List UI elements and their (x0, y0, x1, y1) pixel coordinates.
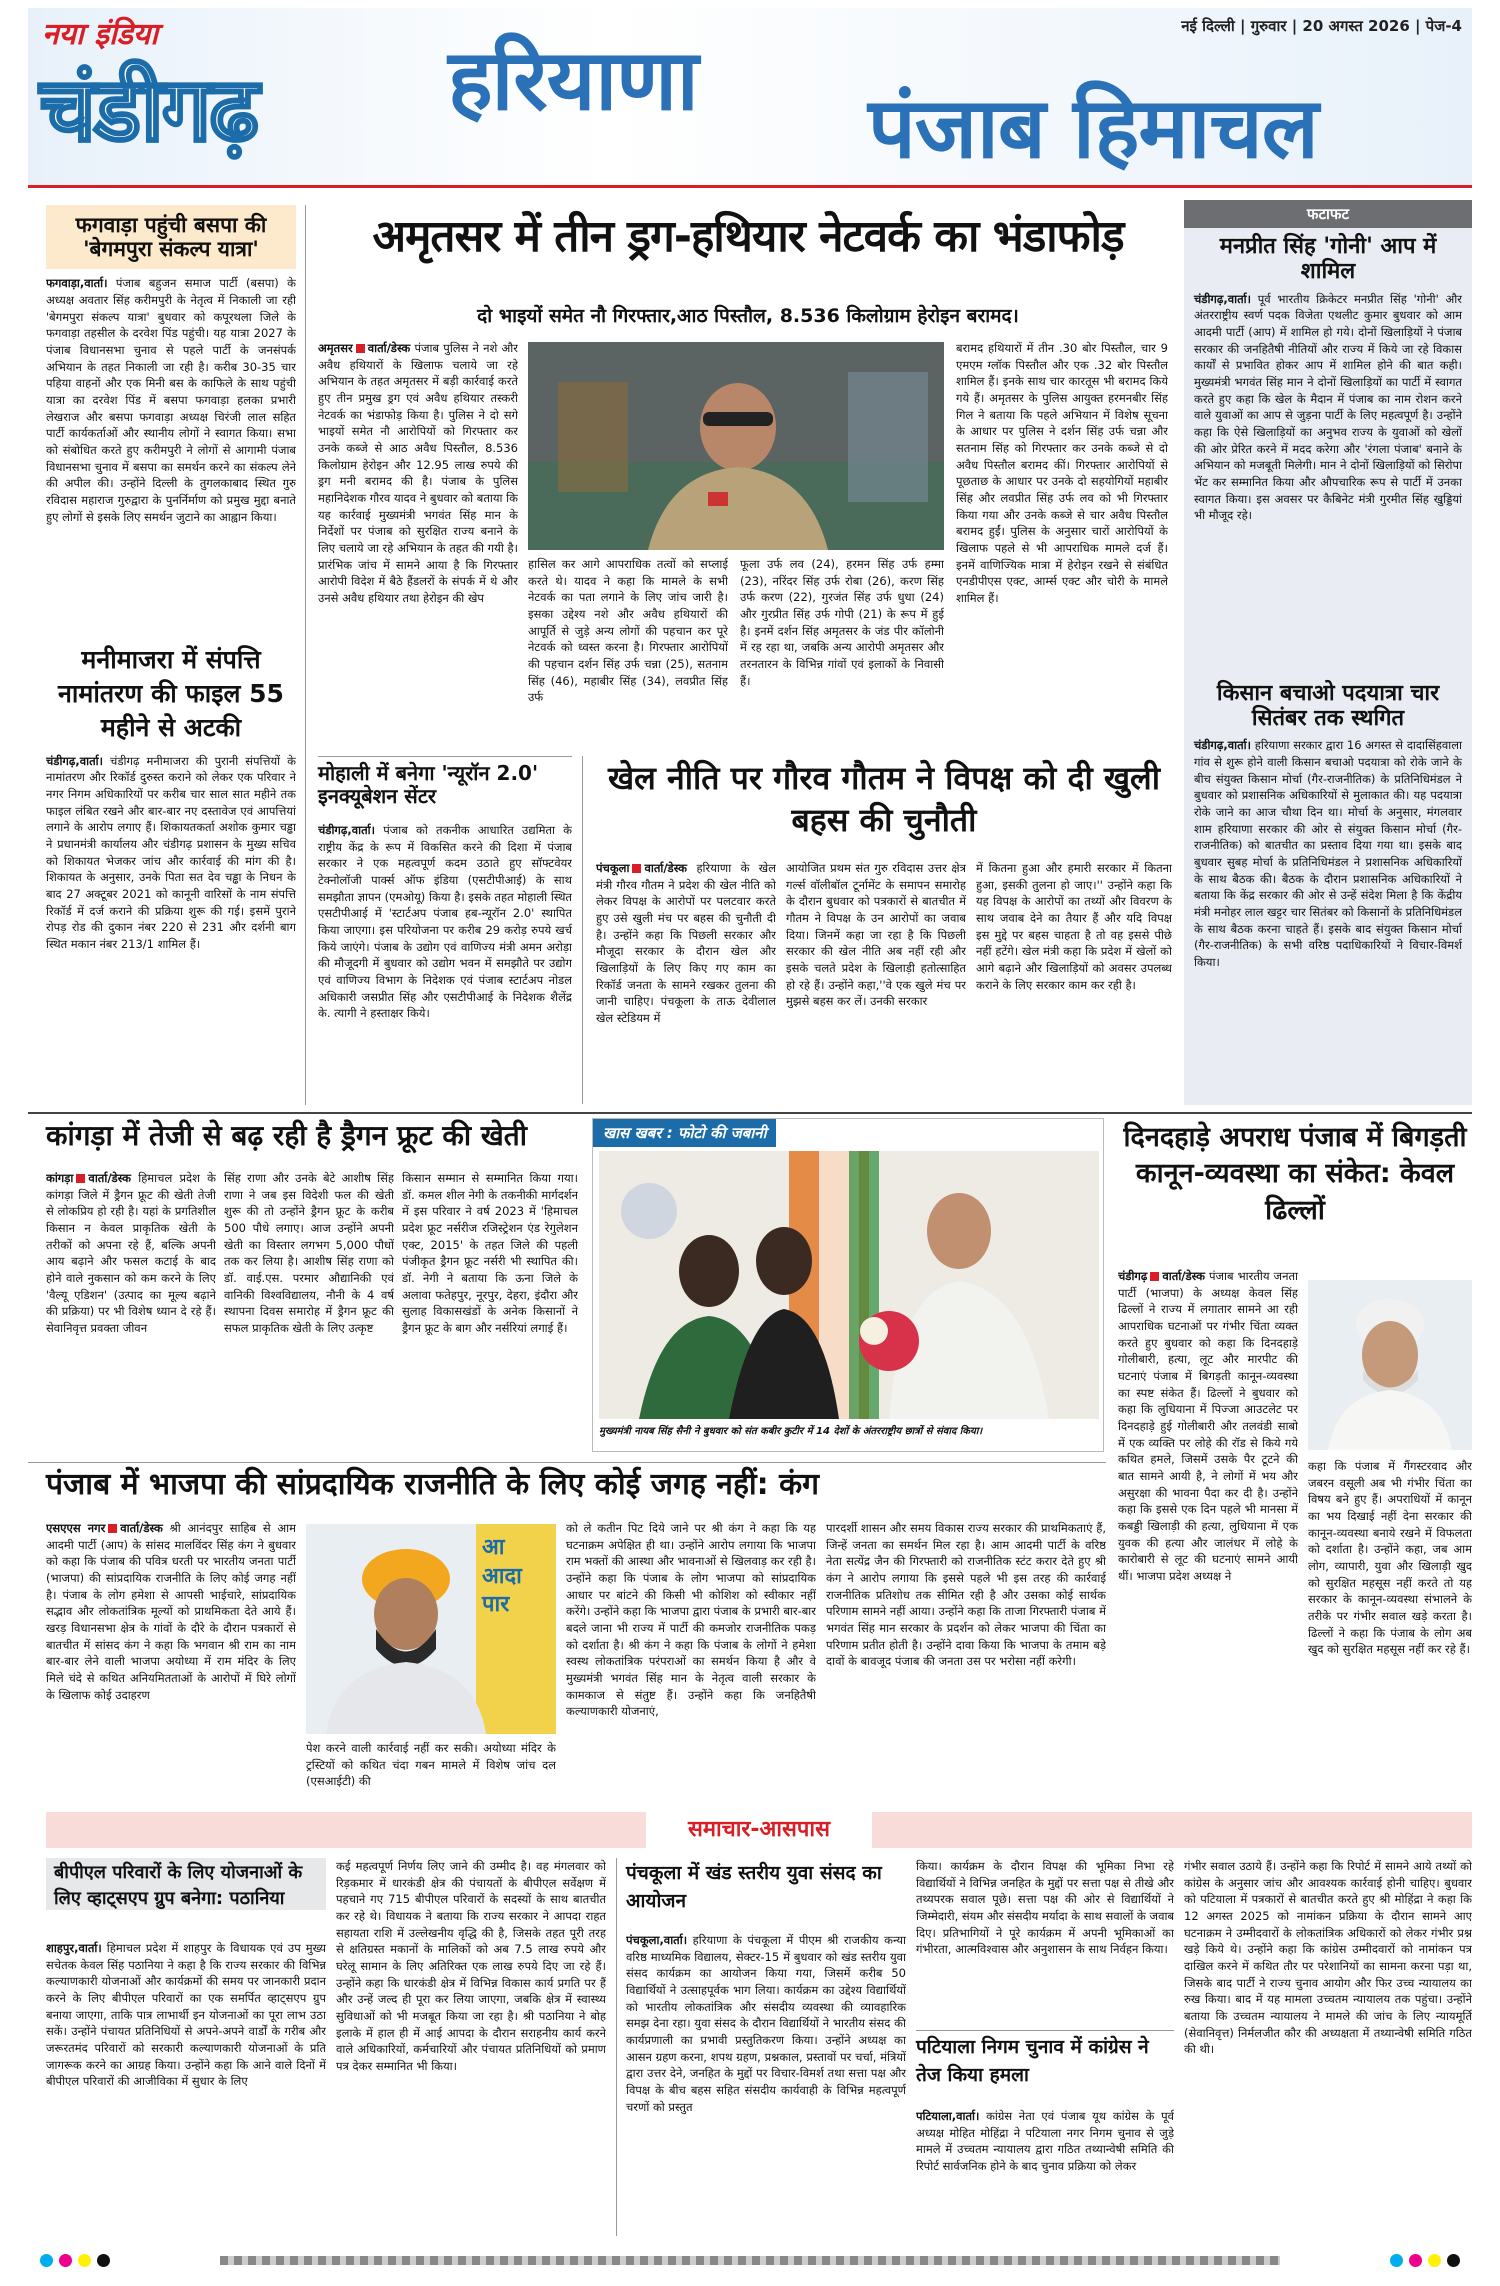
sports-col3: में कितना हुआ और हमारी सरकार में कितना हुआ, इसकी तुलना हो जाए।'' उन्होंने कहा कि यह विपक्ष के आरोपों का तथ्यों और विवरण के साथ जवाब देने का तैयार हैं और यदि विपक्ष इस मुद्दे पर बहस चाहता है तो वह इससे पीछे नहीं हटेंगे। खेल मंत्री कहा कि प्रदेश में खेलों को आगे बढ़ाने और खिलाड़ियों को अवसर उपलब्ध कराने के लिए सरकार काम कर रही है। (976, 861, 1172, 992)
whatsapp-dateline: शाहपुर,वार्ता। (46, 1941, 102, 1955)
banner-punjab-himachal: पंजाब हिमाचल (868, 79, 1318, 177)
lead-subhead: दो भाइयों समेत नौ गिरफ्तार,आठ पिस्तौल, 8.536 किलोग्राम हेरोइन बरामद। (477, 305, 1019, 327)
crime-place: चंडीगढ़ (1118, 1269, 1148, 1283)
manimajra-body (46, 753, 296, 1083)
whatsapp-body-cont: कई महत्वपूर्ण निर्णय लिए जाने की उम्मीद है। वह मंगलवार को रिड़कमार में धारकंडी क्षेत्र की पंचायतों के बीपीएल सर्वेक्षण में पहचाने गए 715 बीपीएल परिवारों के सदस्यों के साथ बातचीत कर रहे थे। विधायक ने बताया कि राज्य सरकार ने आपदा राहत सहायता राशि में उल्लेखनीय वृद्धि की है, जिसके तहत पूरी तरह से क्षतिग्रस्त मकानों के मालिकों को अब 7.5 लाख रुपये और घरेलू सामान के लिए अतिरिक्त एक लाख रुपये दिए जा रहे हैं। उन्होंने कहा कि धारकंडी क्षेत्र में विभिन्न विकास कार्य प्रगति पर हैं और उन्हें जल्द ही पूरा कर लिया जाएगा, जबकि क्षेत्र में स्वास्थ्य सुविधाओं को भी मजबूत किया जा रहा है। श्री पठानिया ने बोह इलाके में हाल ही में आई आपदा के दौरान सराहनीय कार्य करने वाले अधिकारियों, कर्मचारियों और पंचायत प्रतिनिधियों को प्रमाण पत्र देकर सम्मानित भी किया। (336, 1859, 606, 2074)
photo-story (592, 1118, 1104, 1452)
sidebar-tab: फटाफट (1184, 200, 1472, 228)
gray-scale-bar (220, 2256, 1280, 2265)
photo-story-caption: मुख्यमंत्री नायब सिंह सैनी ने बुधवार को संत कबीर कुटीर में 14 देशों के अंतरराष्ट्रीय छात्रों से संवाद किया। (599, 1426, 983, 1437)
youth-parliament-body (626, 1932, 906, 2235)
youth-parliament-text: हरियाणा के पंचकूला में पीएम श्री राजकीय कन्या वरिष्ठ माध्यमिक विद्यालय, सेक्टर-15 में बुधवार को खंड स्तरीय युवा संसद कार्यक्रम का आयोजन किया गया, जिसमें करीब 50 विद्यार्थियों ने उत्साहपूर्वक भाग लिया। कार्यक्रम का उद्देश्य विद्यार्थियों को भारतीय लोकतांत्रिक और संसदीय व्यवस्था की व्यावहारिक समझ देना रहा। युवा संसद के दौरान विद्यार्थियों ने भारतीय संसद की कार्यप्रणाली का प्रभावी प्रस्तुतिकरण किया। उन्होंने अध्यक्ष का आसन ग्रहण करना, शपथ ग्रहण, प्रश्नकाल, प्रस्तावों पर चर्चा, मंत्रियों द्वारा उत्तर देने, जनहित के मुद्दों पर विचार-विमर्श तथा सत्ता पक्ष और विपक्ष के बीच बहस सहित संसदीय कार्यवाही के विभिन्न महत्वपूर्ण चरणों को प्रस्तुत (626, 1933, 906, 2114)
divider (305, 205, 306, 1105)
kang-banner-line-1: आ (482, 1535, 505, 1560)
gony-body (1184, 291, 1472, 671)
kang-agency: वार्ता/डेस्क (120, 1521, 163, 1535)
sports-agency: वार्ता/डेस्क (644, 861, 688, 875)
lead-agency: वार्ता/डेस्क (367, 341, 411, 355)
local-band (46, 1812, 1472, 1848)
patiala-body (916, 2108, 1174, 2235)
kang-photo (306, 1524, 556, 1734)
kang-banner-line-3: पार (482, 1592, 510, 1618)
crime-agency: वार्ता/डेस्क (1162, 1269, 1205, 1283)
kang-banner-line-2: आदा (482, 1563, 522, 1589)
red-square (1150, 1272, 1159, 1281)
red-square (108, 1524, 117, 1533)
red-square (632, 864, 641, 873)
dhillon-photo (1308, 1280, 1472, 1450)
divider (616, 1858, 617, 2236)
lead-col1-text: पंजाब पुलिस ने नशे और अवैध हथियारों के खिलाफ चलाये जा रहे अभियान के तहत अमृतसर में बड़ी कार्रवाई करते हुए तीन प्रमुख ड्रग एवं अवैध हथियार तस्करी नेटवर्क का भंडाफोड़ किया है। पुलिस ने दो सगे भाइयों समेत नौ आरोपियों को गिरफ्तार कर उनके कब्जे से आठ अवैध पिस्तौल, 8.536 किलोग्राम हेरोइन और 12.95 लाख रुपये की ड्रग मनी बरामद की है। पंजाब के पुलिस महानिदेशक गौरव यादव ने बुधवार को बताया कि यह कार्रवाई मुख्यमंत्री भगवंत सिंह मान के निर्देशों पर पंजाब को सुरक्षित राज्य बनाने के लिए चलाये जा रहे अभियान के तहत की गयी है। प्रारंभिक जांच में सामने आया है कि गिरफ्तार आरोपी विदेश में बैठे हैंडलरों के संपर्क में थे और उनसे अवैध हथियार तथा हेरोइन की खेप (318, 341, 518, 606)
crime-col1-text: पंजाब भारतीय जनता पार्टी (भाजपा) के अध्यक्ष केवल सिंह ढिल्लों ने राज्य में लगातार सामने आ रही आपराधिक घटनाओं पर गंभीर चिंता व्यक्त करते हुए बुधवार को कहा कि दिनदहाड़े गोलीबारी, हत्या, लूट और मारपीट की घटनाएं पंजाब में बिगड़ती कानून-व्यवस्था का स्पष्ट संकेत हैं। ढिल्लों ने बुधवार को कहा कि लुधियाना में पिज्जा आउटलेट पर दिनदहाड़े हुई गोलीबारी और तलवंडी साबो में एक व्यक्ति पर लोहे की रॉड से किये गये कथित हमले, जिसमें उसके पैर टूटने की बात सामने आयी है, ने लोगों में भय और असुरक्षा की भावना पैदा कर दी है। उन्होंने कहा कि इससे एक दिन पहले भी मानसा में कबड्डी खिलाड़ी की हत्या, लुधियाना में एक युवक की हत्या और जालंधर में लोहे के कारोबारी से लूट की घटनाएं सामने आयी थीं। भाजपा प्रदेश अध्यक्ष ने (1118, 1269, 1298, 1584)
kang-photo-caption: पेश करने वाली कार्रवाई नहीं कर सकी। अयोध्या मंदिर के ट्रस्टियों को कथित चंदा गबन मामले में विशेष जांच दल (एसआईटी) की (306, 1741, 556, 1789)
mohali-text: पंजाब को तकनीक आधारित उद्यमिता के राष्ट्रीय केंद्र के रूप में विकसित करने की दिशा में पंजाब सरकार ने एक महत्वपूर्ण कदम उठाते हुए सॉफ्टवेयर टेक्नोलॉजी पार्क्स ऑफ इंडिया (एसटीपीआई) के साथ समझौता ज्ञापन (एमओयू) किया है। इसके तहत मोहाली स्थित एसटीपीआई में 'स्टार्टअप पंजाब हब-न्यूरॉन 2.0' स्थापित किया जाएगा। इस परियोजना पर करीब 29 करोड़ रुपये खर्च किये जाएंगे। पंजाब के उद्योग एवं वाणिज्य मंत्री अमन अरोड़ा की मौजूदगी में बुधवार को उद्योग भवन में समझौते पर उद्योग एवं वाणिज्य विभाग के निदेशक एवं पंजाब स्टार्टअप नोडल अधिकारी जसप्रीत सिंह और एसटीपीआई के निदेशक शैलेंद्र के. त्यागी ने हस्ताक्षर किये। (318, 823, 572, 1021)
dgp-photo-drawing (528, 342, 944, 550)
masthead (28, 8, 1472, 188)
crime-headline: दिनदहाड़े अपराध पंजाब में बिगड़ती कानून-व्यवस्था का संकेत: केवल ढिल्लों (1123, 1122, 1467, 1226)
sports-col1-text: हरियाणा के खेल मंत्री गौरव गौतम ने प्रदेश की खेल नीति को लेकर विपक्ष के आरोपों पर पलटवार करते हुए उसे खुली मंच पर बहस की चुनौती दी है। उन्होंने कहा कि पिछली सरकार और मौजूदा सरकार के दौरान खेल और खिलाड़ियों के लिए किए गए काम का रिकॉर्ड जनता के सामने रखकर तुलना की जानी चाहिए। पंचकूला के ताऊ देवीलाल खेल स्टेडियम में (596, 861, 776, 1026)
dateline: नई दिल्ली | गुरुवार | 20 अगस्त 2026 | पेज-4 (1181, 17, 1462, 35)
left-column (46, 205, 296, 1105)
sports-col1 (596, 860, 776, 1104)
patiala-text: कांग्रेस नेता एवं पंजाब यूथ कांग्रेस के पूर्व अध्यक्ष मोहित मोहिंद्रा ने पटियाला नगर निगम चुनाव से जुड़े मामले में उच्चतम न्यायालय द्वारा गठित तथ्यान्वेषी समिति की रिपोर्ट सार्वजनिक होने के बाद चुनाव प्रक्रिया को लेकर (916, 2109, 1174, 2174)
kang-headline: पंजाब में भाजपा की सांप्रदायिक राजनीति के लिए कोई जगह नहीं: कंग (46, 1467, 820, 1502)
lead-col4: बरामद हथियारों में तीन .30 बोर पिस्तौल, चार 9 एमएम ग्लॉक पिस्तौल और एक .32 बोर पिस्तौल शामिल हैं। इनके साथ चार कारतूस भी बरामद किये गये हैं। अमृतसर के पुलिस आयुक्त हरमनबीर सिंह गिल ने बताया कि पहले अभियान में विशेष सूचना के आधार पर पुलिस ने दर्शन सिंह उर्फ चन्ना और सतनाम सिंह को गिरफ्तार कर उनके कब्जे से दो अवैध पिस्तौल बरामद कीं। गिरफ्तार आरोपियों से पूछताछ के आधार पर उनके दो सहयोगियों महाबीर सिंह और लवप्रीत सिंह उर्फ लव को भी गिरफ्तार किया गया और उनके कब्जे से चार अवैध पिस्तौल बरामद हुईं। पुलिस के अनुसार चारों आरोपियों के खिलाफ पहले से भी आपराधिक मामले दर्ज हैं। इनमें वाणिज्यिक मात्रा में हेरोइन रखने से संबंधित एनडीपीएस एक्ट, आर्म्स एक्ट और चोरी के मामले शामिल हैं। (956, 341, 1168, 606)
kisan-headline: किसान बचाओ पदयात्रा चार सितंबर तक स्थगित (1216, 680, 1440, 731)
kang-col1-text: श्री आनंदपुर साहिब से आम आदमी पार्टी (आप) के सांसद मालविंदर सिंह कंग ने बुधवार को कहा कि पंजाब की पवित्र धरती पर भारतीय जनता पार्टी (भाजपा) की सांप्रदायिक राजनीति के लिए कोई जगह नहीं है। पंजाब के लोग हमेशा से आपसी भाईचारे, सांप्रदायिक सद्भाव और लोकतांत्रिक मूल्यों को प्राथमिकता देते आये हैं। खरड़ विधानसभा क्षेत्र के गांवों के दौरे के दौरान पत्रकारों से बातचीत में सांसद कंग ने कहा कि भगवान श्री राम का नाम बार-बार लेने वाली भाजपा अयोध्या में राम मंदिर के लिए मिले चंदे से कथित अनियमितताओं के आरोपों में घिरे लोगों के खिलाफ कोई उदाहरण (46, 1521, 296, 1702)
lead-col3: फूला उर्फ लव (24), हरमन सिंह उर्फ हम्मा (23), नरिंदर सिंह उर्फ रोबा (26), करण सिंह उर्फ करण (22), गुरजंत सिंह उर्फ धुधा (24) और गुरप्रीत सिंह उर्फ गोपी (21) के रूप में हुई है। इनमें दर्शन सिंह अमृतसर के जंड पीर कॉलोनी में रह रहा था, जबकि अन्य आरोपी अमृतसर और तरनतारन के विभिन्न गांवों एवं इलाकों के निवासी हैं। (740, 557, 944, 688)
lead-headline: अमृतसर में तीन ड्रग-हथियार नेटवर्क का भंडाफोड़ (372, 211, 1124, 262)
divider (28, 1462, 1106, 1463)
manimajra-headline: मनीमाजरा में संपत्ति नामांतरण की फाइल 55 महीने से अटकी (58, 645, 284, 742)
divider (916, 2030, 1174, 2031)
kang-col1 (46, 1520, 296, 1800)
lead-col1 (318, 340, 518, 750)
footer-registration-bar (40, 2252, 1460, 2270)
manimajra-text: चंडीगढ़ मनीमाजरा की पुरानी संपत्तियों के नामांतरण और रिकॉर्ड दुरुस्त कराने को लेकर एक परिवार ने नगर निगम अधिकारियों पर करीब चार साल सात महीने तक फाइल लंबित रखने और बार-बार नए दस्तावेज एवं आपत्तियां लगाने के आरोप लगाए हैं। शिकायतकर्ता अशोक कुमार चड्ढा ने प्रधानमंत्री कार्यालय और चंडीगढ़ प्रशासन के मुख्य सचिव को शिकायत भेजकर जांच और कार्रवाई की मांग की है। शिकायत के अनुसार, उनके पिता सत देव चड्ढा के निधन के बाद 27 अक्टूबर 2021 को कानूनी वारिसों के नाम संपत्ति रिकॉर्ड में दर्ज कराने की प्रक्रिया शुरू की गई। इसमें पुराने रोपड़ रोड की दुकान नंबर 220 से 231 और दर्शनी बाग स्थित मकान नंबर 213/1 शामिल हैं। (46, 753, 296, 951)
kisan-dateline: चंडीगढ़,वार्ता। (1194, 738, 1252, 753)
local-band-title: समाचार-आसपास (646, 1812, 872, 1848)
brand-name: नया इंडिया (42, 17, 158, 52)
gony-dateline: चंडीगढ़,वार्ता। (1194, 291, 1252, 306)
patiala-dateline: पटियाला,वार्ता। (916, 2109, 980, 2123)
color-dots-right (1390, 2254, 1460, 2267)
photo-story-image (599, 1151, 1099, 1419)
bsp-dateline: फगवाड़ा,वार्ता। (46, 276, 108, 291)
red-square (356, 344, 365, 353)
kang-col2: को ले कतीन पिट दिये जाने पर श्री कंग ने कहा कि यह घटनाक्रम अपेक्षित ही था। उन्होंने आरोप लगाया कि भाजपा राम भक्तों की आस्था और भावनाओं से खिलवाड़ कर रही है। उन्होंने कहा कि पंजाब के लोग भाजपा को सांप्रदायिक आधार पर बांटने की किसी भी कोशिश को स्वीकार नहीं करेंगे। उन्होंने कहा कि भाजपा द्वारा पंजाब के प्रभारी बार-बार बदले जाना भी राज्य में पार्टी की कमजोर राजनीतिक पकड़ को दर्शाता है। श्री कंग ने कहा कि पंजाब के लोगों ने हमेशा स्वस्थ लोकतांत्रिक परंपराओं का समर्थन किया है और वे मुख्यमंत्री भगवंत सिंह मान के नेतृत्व वाली सरकार के कामकाज से संतुष्ट हैं। उन्होंने कहा कि जनहितैषी कल्याणकारी योजनाएं, (566, 1521, 816, 1719)
photo-story-tag: खास खबर : फोटो की जबानी (593, 1119, 776, 1147)
color-dots-left (40, 2254, 110, 2267)
sports-place: पंचकूला (596, 861, 630, 875)
kangra-col2: सिंह राणा और उनके बेटे आशीष सिंह राणा ने जब इस विदेशी फल की खेती शुरू की तो उन्होंने ड्रैगन फ्रूट के करीब 500 पौधे लगाए। आज उन्होंने अपनी खेती का विस्तार लगभग 5,000 पौधों तक कर लिया है। आशीष सिंह राणा को डॉ. वाई.एस. परमार औद्यानिकी एवं वानिकी विश्वविद्यालय, नौनी के 4 वर्ष स्थापना दिवस समारोह में ड्रैगन फ्रूट की सफल प्राकृतिक खेती के लिए उत्कृष्ट (224, 1171, 394, 1336)
gony-headline: मनप्रीत सिंह 'गोनी' आप में शामिल (1219, 234, 1437, 285)
gony-text: पूर्व भारतीय क्रिकेटर मनप्रीत सिंह 'गोनी' और अंतरराष्ट्रीय स्वर्ण पदक विजेता एथलीट कुमार बुधवार को आम आदमी पार्टी (आप) में शामिल हो गये। दोनों खिलाड़ियों ने पंजाब सरकार की जनहितैषी नीतियों और राज्य में किये जा रहे विकास कार्यों से प्रभावित होकर आप में शामिल होने की बात कही। मुख्यमंत्री भगवंत सिंह मान ने दोनों खिलाड़ियों का पार्टी में स्वागत करते हुए कहा कि खेल के मैदान में पंजाब का नाम रोशन करने वाले युवाओं का आप से जुड़ना पार्टी के लिए महत्वपूर्ण है। उन्होंने कहा कि ऐसे खिलाड़ियों का अनुभव राज्य के युवाओं को खेलों की ओर प्रेरित करने में मदद करेगा और 'रंगला पंजाब' बनाने के अभियान को मजबूती मिलेगी। मान ने दोनों खिलाड़ियों को सिरोपा भेंट कर सम्मानित किया और औपचारिक रूप से पार्टी में उनका स्वागत किया। इस अवसर पर कैबिनेट मंत्री गुरमीत सिंह खुड्डियां भी मौजूद रहे। (1194, 291, 1462, 523)
patiala-headline: पटियाला निगम चुनाव में कांग्रेस ने तेज किया हमला (916, 2036, 1149, 2086)
manimajra-dateline: चंडीगढ़,वार्ता। (46, 753, 104, 768)
crime-col1 (1118, 1268, 1298, 1798)
banner-haryana: हरियाणा (448, 31, 698, 129)
lead-col2: हासिल कर आगे आपराधिक तत्वों को सप्लाई करते थे। यादव ने कहा कि मामले के सभी नेटवर्क का पता लगाने के लिए जांच जारी है। इसका उद्देश्य नशे और अवैध हथियारों की आपूर्ति से जुड़े अन्य लोगों की पहचान कर पूरे नेटवर्क को ध्वस्त करना है। गिरफ्तार आरोपियों की पहचान दर्शन सिंह उर्फ चन्ना (25), सतनाम सिंह (46), महाबीर सिंह (34), लवप्रीत सिंह उर्फ (528, 557, 728, 705)
kangra-place: कांगड़ा (46, 1171, 74, 1185)
kangra-col3: किसान सम्मान से सम्मानित किया गया। डॉ. कमल शील नेगी के तकनीकी मार्गदर्शन में इस परिवार ने वर्ष 2023 में 'हिमाचल प्रदेश फ्रूट नर्सरीज रजिस्ट्रेशन एंड रेगुलेशन एक्ट, 2015' के तहत जिले की पहली पंजीकृत ड्रैगन फ्रूट नर्सरी भी स्थापित की। डॉ. नेगी ने बताया कि ऊना जिले के अलावा फतेहपुर, नूरपुर, देहरा, इंदौरा और सुलाह विकासखंडों के अनेक किसानों ने ड्रैगन फ्रूट के बाग और नर्सरियां लगाई हैं। (402, 1171, 578, 1336)
bsp-yatra-headline: फगवाड़ा पहुंची बसपा की 'बेगमपुरा संकल्प यात्रा' (46, 205, 296, 269)
bsp-yatra-body (46, 275, 296, 633)
youth-parliament-body-cont: किया। कार्यक्रम के दौरान विपक्ष की भूमिका निभा रहे विद्यार्थियों ने विभिन्न जनहित के मुद्दों पर सत्ता पक्ष से तीखे और तथ्यपरक सवाल पूछे। सत्ता पक्ष की ओर से विद्यार्थियों ने जिम्मेदारी, संयम और संसदीय मर्यादा के साथ सवालों के जवाब दिए। प्रतिभागियों ने पूरे कार्यक्रम में अपनी भूमिकाओं का गंभीरता, आत्मविश्वास और अनुशासन के साथ निर्वहन किया। (916, 1859, 1174, 1957)
youth-parliament-dateline: पंचकूला,वार्ता। (626, 1933, 688, 1947)
divider (318, 756, 572, 757)
divider (28, 1112, 1472, 1114)
mohali-body (318, 822, 572, 1104)
mohali-headline: मोहाली में बनेगा 'न्यूरॉन 2.0' इनक्यूबेशन सेंटर (318, 761, 539, 808)
dgp-photo (528, 342, 944, 550)
kangra-col1-text: हिमाचल प्रदेश के कांगड़ा जिले में ड्रैगन फ्रूट की खेती तेजी से लोकप्रिय हो रही है। यहां के प्रगतिशील किसान न केवल प्राकृतिक खेती के तरीकों को अपना रहे हैं, बल्कि अपनी आय बढ़ाने और फसल कटाई के बाद होने वाले नुकसान को कम करने के लिए 'वैल्यू एडिशन' (उत्पाद का मूल्य बढ़ाने की प्रक्रिया) पर भी विशेष ध्यान दे रहे हैं। सेवानिवृत्त प्रवक्ता जीवन (46, 1171, 216, 1336)
kang-col3: पारदर्शी शासन और समय विकास राज्य सरकार की प्राथमिकताएं हैं, जिन्हें जनता का समर्थन मिल रहा है। आम आदमी पार्टी के वरिष्ठ नेता सत्येंद्र जैन की गिरफ्तारी को राजनीतिक स्टंट करार देते हुए श्री कंग ने आरोप लगाया कि इससे पहले भी इस तरह की कार्रवाई राजनीतिक प्रतिशोध तक सीमित रही है और उसका कोई सार्थक परिणाम सामने नहीं आया। उन्होंने कहा कि ताजा गिरफ्तारी पंजाब में भगवंत सिंह मान सरकार के प्रदर्शन को लेकर भाजपा की चिंता का परिणाम प्रतीत होती है। उन्होंने दावा किया कि भाजपा के तमाम बड़े दावों के बावजूद पंजाब की जनता उस पर भरोसा नहीं करेगी। (826, 1521, 1106, 1669)
city-name: चंडीगढ़ (40, 58, 257, 161)
red-square (76, 1174, 85, 1183)
kangra-headline: कांगड़ा में तेजी से बढ़ रही है ड्रैगन फ्रूट की खेती (46, 1119, 527, 1152)
bsp-text: पंजाब बहुजन समाज पार्टी (बसपा) के अध्यक्ष अवतार सिंह करीमपुरी के नेतृत्व में निकाली जा रही 'बेगमपुरा संकल्प यात्रा' बुधवार को कपूरथला जिले के फगवाड़ा तहसील के दरवेश पिंड पहुंची। यह यात्रा 2027 के पंजाब विधानसभा चुनाव से पहले पार्टी के जनसंपर्क अभियान के तहत निकाली जा रही है। करीब 30-35 चार पहिया वाहनों और एक मिनी बस के काफिले के साथ पहुंची यात्रा का दरवेश पिंड में बसपा फगवाड़ा हलका प्रभारी लेखराज और बसपा फगवाड़ा अध्यक्ष चिरंजी लाल सहित पार्टी कार्यकर्ताओं और स्थानीय लोगों ने स्वागत किया। सभा को संबोधित करते हुए करीमपुरी ने लोगों से आगामी पंजाब विधानसभा चुनाव में बसपा का समर्थन करने का संकल्प लेने की अपील की। उन्होंने दिल्ली के तुगलकाबाद स्थित गुरु रविदास महाराज गुरुद्वारा के पुनर्निर्माण को प्रमुख मुद्दा बनाते हुए लोगों से इसके लिए समर्थन जुटाने का आह्वान किया। (46, 276, 296, 524)
sidebar (1184, 200, 1472, 1105)
kangra-col1 (46, 1170, 216, 1438)
kisan-body (1184, 737, 1472, 1107)
whatsapp-headline: बीपीएल परिवारों के लिए योजनाओं के लिए व्हाट्सएप ग्रुप बनेगा: पठानिया (54, 1862, 303, 1910)
whatsapp-text: हिमाचल प्रदेश में शाहपुर के विधायक एवं उप मुख्य सचेतक केवल सिंह पठानिया ने कहा है कि राज्य सरकार की विभिन्न कल्याणकारी योजनाओं और कार्यक्रमों की समय पर जानकारी प्रदान करने के लिए बीपीएल परिवारों का एक समर्पित व्हाट्सएप ग्रुप बनाया जाएगा, ताकि पात्र लाभार्थी इन योजनाओं का पूरा लाभ उठा सकें। उन्होंने पंचायत प्रतिनिधियों से अपने-अपने वार्डों के गरीब और जरूरतमंद परिवारों को सरकारी कल्याणकारी योजनाओं के प्रति जागरूक करने का आग्रह किया। उन्होंने कहा कि आने वाले दिनों में बीपीएल परिवारों की आजीविका में सुधार के लिए (46, 1941, 326, 2089)
crime-col2: कहा कि पंजाब में गैंगस्टरवाद और जबरन वसूली अब भी गंभीर चिंता का विषय बने हुए हैं। अपराधियों में कानून का भय दिखाई नहीं देना सरकार की कानून-व्यवस्था बनाये रखने में विफलता को दर्शाता है। उन्होंने कहा, जब आम लोग, व्यापारी, युवा और खिलाड़ी खुद को सुरक्षित महसूस नहीं करते तो यह सरकार के कानून-व्यवस्था संभालने के तरीके पर गंभीर सवाल खड़े करता है। ढिल्लों ने कहा कि पंजाब के लोग अब खुद को सुरक्षित महसूस नहीं कर रहे हैं। (1308, 1459, 1472, 1657)
mohali-dateline: चंडीगढ़,वार्ता। (318, 823, 376, 837)
lead-place: अमृतसर (318, 341, 353, 355)
kang-banner (482, 1534, 556, 1620)
kangra-agency: वार्ता/डेस्क (88, 1171, 131, 1185)
whatsapp-body (46, 1940, 326, 2235)
kisan-text: हरियाणा सरकार द्वारा 16 अगस्त से दादासिंहवाला गांव से शुरू होने वाली किसान बचाओ पदयात्रा को रोके जाने के बीच संयुक्त किसान मोर्चा (गैर-राजनीतिक) के प्रतिनिधिमंडल ने बुधवार को प्रशासनिक अधिकारियों से मुलाकात की। यह पदयात्रा रोके जाने का आज चौथा दिन था। मोर्चा के अनुसार, मंगलवार शाम हरियाणा सरकार की ओर से संयुक्त किसान मोर्चा (गैर-राजनीतिक) को बातचीत का प्रस्ताव दिया गया था। इसके बाद बुधवार सुबह मोर्चा के प्रतिनिधिमंडल ने प्रशासनिक अधिकारियों के साथ बैठक की। बैठक के दौरान प्रशासनिक अधिकारियों ने बताया कि केंद्र सरकार की ओर से उन्हें संदेश मिला है कि केंद्रीय मंत्री मनोहर लाल खट्टर चार सितंबर को किसानों के प्रतिनिधिमंडल के साथ बैठक करना चाहते हैं। इसके बाद संयुक्त किसान मोर्चा (गैर-राजनीतिक) के सभी वरिष्ठ पदाधिकारियों ने विचार-विमर्श किया। (1194, 738, 1462, 969)
kang-place: एसएएस नगर (46, 1521, 106, 1535)
sports-headline: खेल नीति पर गौरव गौतम ने विपक्ष को दी खुली बहस की चुनौती (607, 759, 1161, 839)
divider (582, 756, 583, 1104)
patiala-body-cont: गंभीर सवाल उठाये हैं। उन्होंने कहा कि रिपोर्ट में सामने आये तथ्यों को कांग्रेस के अनुसार जांच और आवश्यक कार्रवाई होनी चाहिए। बुधवार को पटियाला में पत्रकारों से बातचीत करते हुए श्री मोहिंद्रा ने कहा कि 12 अगस्त 2025 को नामांकन प्रक्रिया के दौरान सामने आए घटनाक्रम ने उम्मीदवारों के लोकतांत्रिक अधिकारों को लेकर गंभीर प्रश्न खड़े किये थे। उन्होंने कहा कि कांग्रेस उम्मीदवारों को नामांकन पत्र दाखिल करने में कथित तौर पर परेशानियों का सामना करना पड़ा था, जिसके बाद पार्टी ने राज्य चुनाव आयोग और फिर उच्च न्यायालय का रुख किया। बाद में यह मामला उच्चतम न्यायालय तक पहुंचा। उन्होंने बताया कि उच्चतम न्यायालय ने मामले की जांच के लिए न्यायमूर्ति (सेवानिवृत्त) निर्मलजीत कौर की अध्यक्षता में तथ्यान्वेषी समिति गठित की थी। (1184, 1859, 1472, 2057)
youth-parliament-headline: पंचकूला में खंड स्तरीय युवा संसद का आयोजन (626, 1862, 882, 1912)
sports-col2: आयोजित प्रथम संत गुरु रविदास उत्तर क्षेत्र गर्ल्स वॉलीबॉल टूर्नामेंट के समापन समारोह के दौरान बुधवार को पत्रकारों से बातचीत में गौतम ने विपक्ष के उन आरोपों का जवाब दिया। जिनमें कहा जा रहा है कि पिछली सरकार की खेल नीति अब नहीं रही और इसके चलते प्रदेश के खिलाड़ी हतोत्साहित हो रहे हैं। उन्होंने कहा,''वे एक खुले मंच पर मुझसे बहस कर लें। उनकी सरकार (786, 861, 966, 1009)
